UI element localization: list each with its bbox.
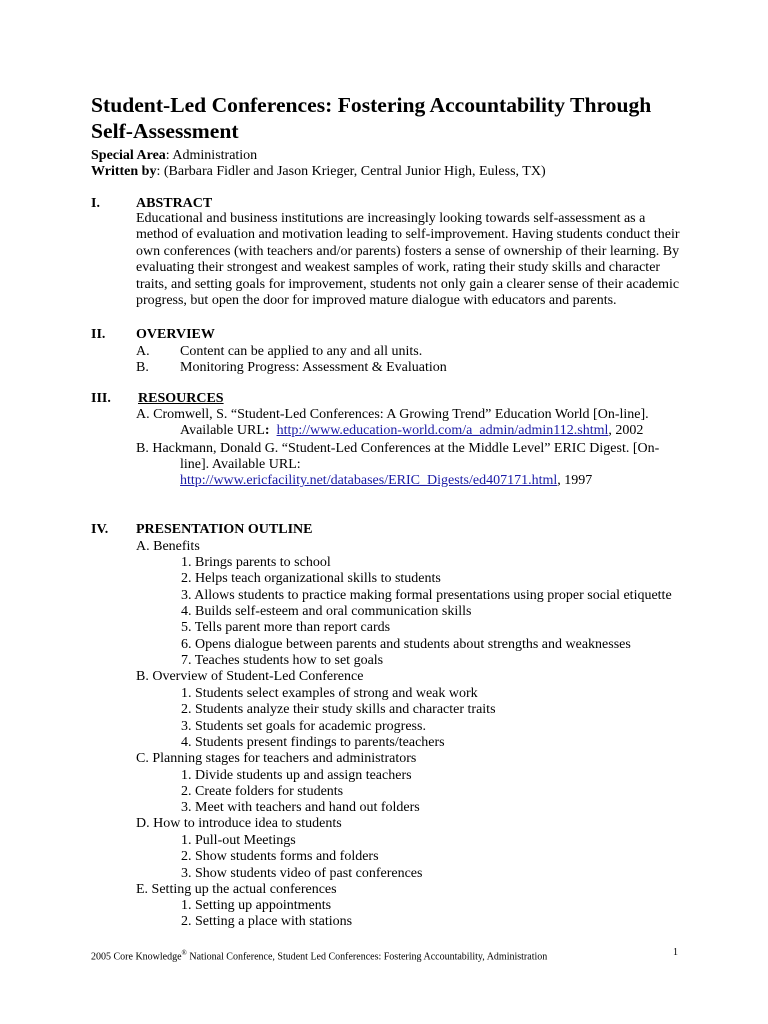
overview-marker-a: A. (136, 344, 150, 359)
outline-item: 1. Pull-out Meetings (181, 833, 296, 848)
written-by-value: : (Barbara Fidler and Jason Krieger, Central Junior High, Euless, TX) (156, 164, 546, 179)
resource-a-line1: A. Cromwell, S. “Student-Led Conferences: A Growing Trend” Education World [On-line]. (136, 407, 649, 422)
overview-item-b: Monitoring Progress: Assessment & Evaluation (180, 360, 447, 375)
outline-group-c: C. Planning stages for teachers and administrators (136, 751, 417, 766)
overview-item-a: Content can be applied to any and all units. (180, 344, 423, 359)
resource-b-line1: B. Hackmann, Donald G. “Student-Led Conferences at the Middle Level” ERIC Digest. [On- (136, 441, 660, 456)
outline-item: 3. Show students video of past conferences (181, 866, 423, 881)
page-footer (91, 946, 681, 964)
outline-item: 1. Students select examples of strong and weak work (181, 686, 478, 701)
outline-item: 4. Students present findings to parents/teachers (181, 735, 445, 750)
outline-item: 2. Helps teach organizational skills to students (181, 571, 441, 586)
outline-item: 1. Brings parents to school (181, 555, 331, 570)
section-heading-outline: PRESENTATION OUTLINE (136, 522, 313, 537)
resource-a-colon: : (264, 423, 270, 438)
outline-item: 4. Builds self-esteem and oral communication skills (181, 604, 472, 619)
resource-b-line2: line]. Available URL: (180, 457, 301, 472)
written-by-line (91, 164, 546, 180)
resource-b-line3 (180, 473, 592, 489)
outline-item: 3. Meet with teachers and hand out folders (181, 800, 420, 815)
page-number: 1 (673, 947, 678, 958)
resource-b-year: , 1997 (557, 473, 593, 488)
outline-item: 3. Students set goals for academic progress. (181, 719, 426, 734)
outline-group-e: E. Setting up the actual conferences (136, 882, 337, 897)
outline-group-d: D. How to introduce idea to students (136, 816, 342, 831)
section-number-resources: III. (91, 391, 111, 406)
section-heading-abstract: ABSTRACT (136, 196, 213, 211)
outline-item: 3. Allows students to practice making formal presentations using proper social etiquette (181, 588, 672, 603)
outline-item: 7. Teaches students how to set goals (181, 653, 384, 668)
section-number-outline: IV. (91, 522, 109, 537)
footer-year-text: 2005 Core Knowledge (91, 951, 182, 963)
special-area-line (91, 148, 257, 164)
outline-item: 2. Students analyze their study skills and character traits (181, 702, 496, 717)
written-by-label: Written by (91, 164, 157, 179)
outline-item: 1. Setting up appointments (181, 898, 332, 913)
abstract-text: Educational and business institutions are increasingly looking towards self-assessment as a method of evaluation and motivation leading to self-improvement. Having students conduct their own conferences (with teachers and/or parents) fosters a sense of ownership of their learning. By evaluating their strongest and weakest samples of work, rating their study skills and character traits, and setting goals for improvement, students not only gain a clearer sense of their academic progress, but open the door for improved mature dialogue with educators and parents. (136, 211, 680, 309)
resource-a-url-link[interactable]: http://www.education-world.com/a_admin/admin112.shtml (276, 423, 609, 438)
resource-b-url-link[interactable]: http://www.ericfacility.net/databases/ERIC_Digests/ed407171.html (180, 473, 558, 488)
outline-item: 2. Setting a place with stations (181, 914, 353, 929)
footer-rest-text: National Conference, Student Led Conferences: Fostering Accountability, Administration (186, 951, 548, 963)
resource-a-year: , 2002 (608, 423, 644, 438)
outline-item: 2. Show students forms and folders (181, 849, 379, 864)
resource-a-line2 (180, 423, 643, 439)
outline-item: 1. Divide students up and assign teachers (181, 768, 412, 783)
resource-a-available-label: Available URL (180, 423, 265, 438)
overview-marker-b: B. (136, 360, 149, 375)
outline-group-a: A. Benefits (136, 539, 200, 554)
registered-mark: ® (181, 949, 187, 957)
special-area-label: Special Area (91, 148, 166, 163)
outline-item: 6. Opens dialogue between parents and students about strengths and weaknesses (181, 637, 631, 652)
outline-group-b: B. Overview of Student-Led Conference (136, 669, 364, 684)
section-heading-resources: RESOURCES (138, 391, 224, 406)
document-title: Student-Led Conferences: Fostering Accountability Through Self-Assessment (91, 93, 652, 143)
outline-item: 5. Tells parent more than report cards (181, 620, 391, 635)
special-area-value: : Administration (165, 148, 258, 163)
section-heading-overview: OVERVIEW (136, 327, 215, 342)
outline-item: 2. Create folders for students (181, 784, 344, 799)
section-number-overview: II. (91, 327, 106, 342)
section-number-abstract: I. (91, 196, 100, 211)
